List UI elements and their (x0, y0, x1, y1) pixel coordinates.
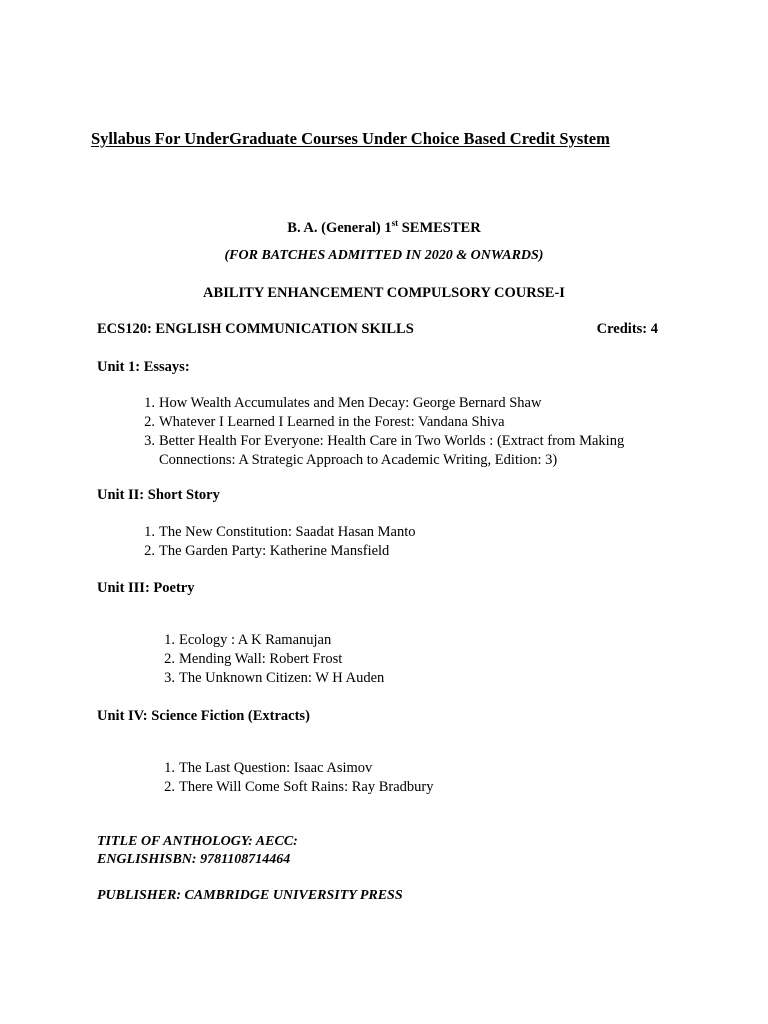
list-item (164, 778, 434, 797)
list-item-number: 2. (144, 543, 155, 559)
unit-3-heading: Unit III: Poetry (97, 580, 195, 596)
unit-2-heading: Unit II: Short Story (97, 487, 220, 503)
unit-1-list (144, 394, 625, 470)
list-item-number: 1. (144, 524, 155, 540)
unit-1-heading: Unit 1: Essays: (97, 359, 190, 375)
list-item-number: 3. (144, 433, 155, 449)
course-credits: Credits: 4 (596, 321, 658, 337)
list-item-text: The New Constitution: Saadat Hasan Manto (159, 524, 416, 540)
list-item (164, 631, 384, 650)
list-item (144, 394, 624, 413)
list-item (144, 523, 416, 542)
list-item (164, 650, 384, 669)
list-item (144, 542, 416, 561)
semester-suffix: SEMESTER (398, 220, 481, 236)
list-item-number: 2. (144, 414, 155, 430)
isbn-line: ENGLISHISBN: 9781108714464 (97, 852, 291, 867)
list-item-text-continued: Connections: A Strategic Approach to Academic Writing, Edition: 3) (159, 452, 558, 468)
list-item-number: 2. (164, 651, 175, 667)
page-title: Syllabus For UnderGraduate Courses Under Choice Based Credit System (91, 129, 610, 148)
list-item-text: Ecology : A K Ramanujan (179, 632, 332, 648)
list-item-text: The Unknown Citizen: W H Auden (179, 670, 385, 686)
list-item (164, 759, 433, 778)
list-item-text: Better Health For Everyone: Health Care in Two Worlds : (Extract from Making (159, 433, 625, 449)
list-item-number: 3. (164, 670, 175, 686)
batches-note: (FOR BATCHES ADMITTED IN 2020 & ONWARDS) (224, 248, 544, 263)
unit-2-list (144, 523, 416, 561)
course-code: ECS120: ENGLISH COMMUNICATION SKILLS (97, 321, 414, 337)
unit-4-list (164, 759, 434, 797)
list-item-text: How Wealth Accumulates and Men Decay: George Bernard Shaw (159, 395, 542, 411)
semester-ordinal-suffix: st (391, 218, 399, 228)
list-item (144, 432, 625, 470)
list-item (164, 669, 385, 688)
list-item (144, 413, 624, 432)
list-item-text: The Garden Party: Katherine Mansfield (159, 543, 390, 559)
semester-heading (0, 220, 768, 237)
list-item-number: 1. (144, 395, 155, 411)
list-item-text: There Will Come Soft Rains: Ray Bradbury (179, 779, 434, 795)
course-type-heading: ABILITY ENHANCEMENT COMPULSORY COURSE-I (203, 285, 565, 301)
anthology-title: TITLE OF ANTHOLOGY: AECC: (97, 834, 298, 849)
list-item-number: 1. (164, 632, 175, 648)
list-item-text: The Last Question: Isaac Asimov (179, 760, 373, 776)
list-item-number: 2. (164, 779, 175, 795)
list-item-number: 1. (164, 760, 175, 776)
unit-3-list (164, 631, 385, 688)
publisher-line: PUBLISHER: CAMBRIDGE UNIVERSITY PRESS (97, 888, 403, 903)
list-item-text: Whatever I Learned I Learned in the Forest: Vandana Shiva (159, 414, 505, 430)
list-item-text: Mending Wall: Robert Frost (179, 651, 343, 667)
unit-4-heading: Unit IV: Science Fiction (Extracts) (97, 708, 310, 724)
semester-prefix: B. A. (General) 1 (287, 220, 392, 236)
